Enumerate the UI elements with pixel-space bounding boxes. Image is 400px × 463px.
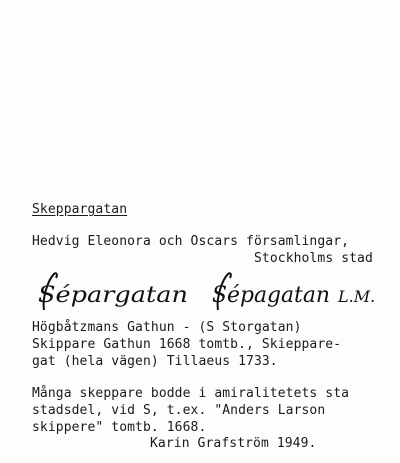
signature: Karin Grafström 1949. <box>150 436 317 451</box>
body-line-6: skippere" tomtb. 1668. <box>32 420 207 435</box>
body-line-2: Skippare Gathun 1668 tomtb., Skieppare- <box>32 337 342 352</box>
handwritten-initials: L.M. <box>338 287 375 306</box>
body-line-5: stadsdel, vid S, t.ex. "Anders Larson <box>32 403 326 418</box>
handwritten-form-1: Sépargatan <box>38 283 188 308</box>
body-line-3: gat (hela vägen) Tillaeus 1733. <box>32 354 278 369</box>
handwritten-forms <box>30 268 375 316</box>
parish-line-2: Stockholms stad <box>254 251 373 266</box>
card-heading: Skeppargatan <box>32 202 128 217</box>
handwritten-form-2: Sépagatan <box>212 283 330 308</box>
body-line-4: Många skeppare bodde i amiralitetets sta <box>32 386 350 401</box>
parish-line-1: Hedvig Eleonora och Oscars församlingar, <box>32 234 350 249</box>
body-line-1: Högbåtzmans Gathun - (S Storgatan) <box>32 320 302 335</box>
